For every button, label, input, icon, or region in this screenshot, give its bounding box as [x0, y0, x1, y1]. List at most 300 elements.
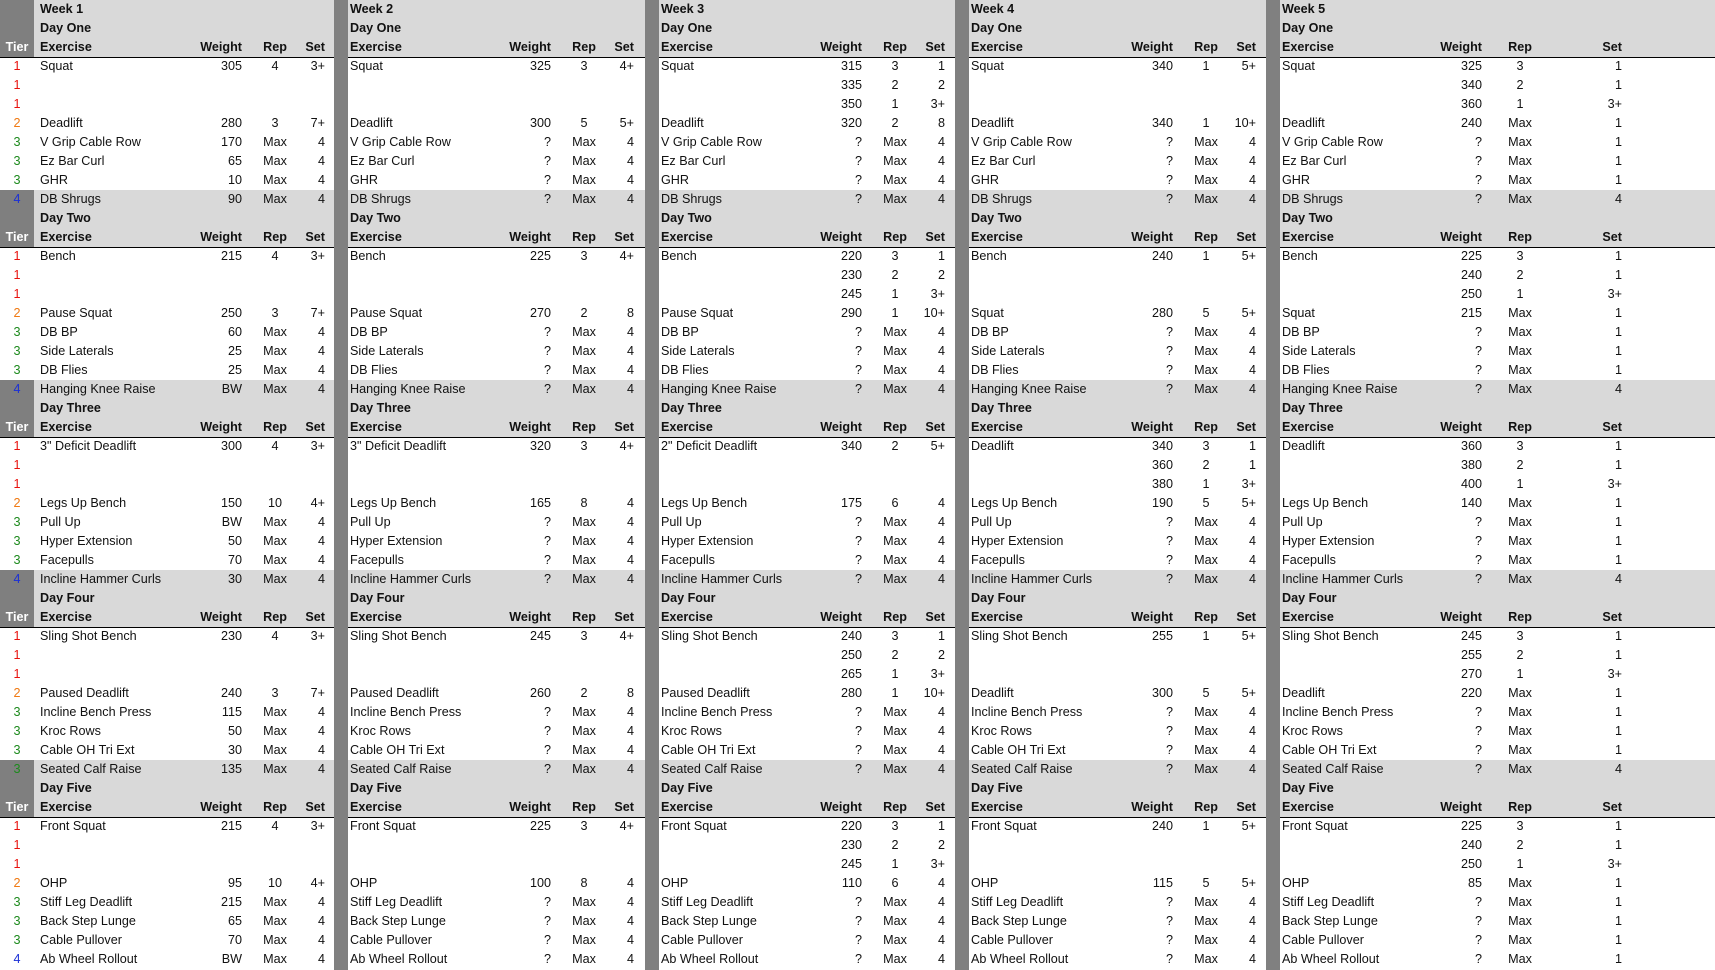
week-separator: [645, 0, 659, 970]
weight-value: 280: [1151, 306, 1173, 320]
exercise-name: GHR: [661, 173, 689, 187]
exercise-name: Side Laterals: [971, 344, 1045, 358]
exercise-name: DB BP: [350, 325, 388, 339]
exercise-name: Incline Bench Press: [40, 705, 152, 719]
weight-value: 255: [1460, 648, 1482, 662]
set-value: 4: [317, 154, 325, 168]
set-value: [291, 266, 325, 285]
set-header: Set: [614, 420, 634, 434]
set-value: 1: [1614, 838, 1622, 852]
tier-number: 2: [13, 306, 21, 320]
set-header: Set: [925, 40, 945, 54]
weight-value: 220: [840, 819, 862, 833]
rep-value: Max: [1194, 952, 1218, 966]
rep-value: Max: [1508, 135, 1532, 149]
exercise-name: Cable Pullover: [350, 933, 432, 947]
set-value: 4: [317, 705, 325, 719]
weight-value: BW: [221, 382, 242, 396]
tier-number: 3: [13, 173, 21, 187]
exercise-name: Back Step Lunge: [1282, 914, 1378, 928]
day-title: Day Five: [971, 781, 1023, 795]
exercise-header: Exercise: [661, 610, 713, 624]
exercise-name: Incline Hammer Curls: [350, 572, 472, 586]
weight-value: ?: [1165, 762, 1173, 776]
weight-value: 30: [227, 743, 242, 757]
tier-number: 3: [13, 325, 21, 339]
set-value: 4: [317, 933, 325, 947]
rep-value: Max: [572, 762, 596, 776]
day-title: Day Five: [40, 781, 92, 795]
rep-value: Max: [263, 895, 287, 909]
set-value: [291, 836, 325, 855]
weight-value: [802, 475, 862, 494]
weight-header: Weight: [200, 800, 242, 814]
weight-value: ?: [1165, 705, 1173, 719]
tier-number: 1: [13, 97, 21, 111]
set-value: 4: [1614, 192, 1622, 206]
weight-value: ?: [543, 952, 551, 966]
weight-value: ?: [854, 534, 862, 548]
rep-value: 1: [891, 857, 899, 871]
rep-value: Max: [1508, 515, 1532, 529]
weight-value: [182, 836, 242, 855]
weight-value: 190: [1151, 496, 1173, 510]
rep-value: Max: [572, 933, 596, 947]
exercise-name: OHP: [40, 876, 68, 890]
exercise-name: Side Laterals: [661, 344, 735, 358]
tier-number: 3: [13, 135, 21, 149]
weight-value: 220: [840, 249, 862, 263]
weight-value: ?: [543, 325, 551, 339]
rep-value: Max: [572, 135, 596, 149]
weight-value: ?: [1165, 914, 1173, 928]
tier-number: 4: [13, 952, 21, 966]
set-value: 4: [626, 553, 634, 567]
set-value: 4: [937, 724, 945, 738]
rep-value: Max: [572, 344, 596, 358]
set-value: 4: [1248, 895, 1256, 909]
exercise-name: Deadlift: [971, 116, 1014, 130]
rep-value: Max: [263, 914, 287, 928]
exercise-name: DB BP: [971, 325, 1009, 339]
weight-value: ?: [1474, 344, 1482, 358]
set-value: 2: [937, 648, 945, 662]
tier-number: 3: [13, 344, 21, 358]
exercise-name: Deadlift: [971, 686, 1014, 700]
rep-value: 8: [580, 496, 588, 510]
weight-value: ?: [543, 154, 551, 168]
exercise-name: Seated Calf Raise: [971, 762, 1073, 776]
exercise-name: Stiff Leg Deadlift: [1282, 895, 1375, 909]
set-value: 7+: [310, 306, 325, 320]
exercise-name: Hanging Knee Raise: [350, 382, 466, 396]
weight-value: 165: [529, 496, 551, 510]
exercise-name: Cable Pullover: [40, 933, 122, 947]
weight-value: ?: [854, 724, 862, 738]
weight-header: Weight: [509, 610, 551, 624]
set-value: 4: [1248, 724, 1256, 738]
set-value: 4: [626, 173, 634, 187]
set-value: 5+: [1241, 686, 1256, 700]
rep-value: Max: [572, 914, 596, 928]
rep-value: Max: [883, 363, 907, 377]
weight-value: 380: [1460, 458, 1482, 472]
exercise-name: Stiff Leg Deadlift: [350, 895, 443, 909]
rep-value: Max: [263, 724, 287, 738]
weight-value: 150: [220, 496, 242, 510]
rep-value: 2: [891, 838, 899, 852]
weight-value: 240: [1460, 268, 1482, 282]
exercise-name: Kroc Rows: [971, 724, 1032, 738]
day-title: Day Two: [971, 211, 1022, 225]
exercise-name: Sling Shot Bench: [1282, 629, 1379, 643]
rep-value: Max: [883, 933, 907, 947]
tier-number: 3: [13, 154, 21, 168]
exercise-name: Back Step Lunge: [350, 914, 446, 928]
weight-header: Weight: [1440, 800, 1482, 814]
weight-value: 280: [220, 116, 242, 130]
weight-value: 250: [840, 648, 862, 662]
weight-value: 110: [841, 876, 862, 890]
set-value: 3+: [1241, 477, 1256, 491]
set-header: Set: [1236, 610, 1256, 624]
weight-value: [491, 285, 551, 304]
tier-number: 1: [13, 59, 21, 73]
rep-value: Max: [263, 154, 287, 168]
set-value: 1: [1614, 154, 1622, 168]
tier-number: 1: [13, 819, 21, 833]
weight-value: ?: [1165, 933, 1173, 947]
rep-value: 6: [891, 876, 899, 890]
exercise-name: Facepulls: [1282, 553, 1336, 567]
set-value: 3+: [310, 249, 325, 263]
set-value: 4: [626, 876, 634, 890]
weight-value: 215: [220, 819, 242, 833]
set-value: 3+: [310, 819, 325, 833]
weight-value: ?: [1474, 933, 1482, 947]
rep-value: 3: [1516, 629, 1524, 643]
tier-number: 1: [13, 857, 21, 871]
exercise-name: DB Shrugs: [971, 192, 1032, 206]
set-value: 4: [1248, 344, 1256, 358]
exercise-header: Exercise: [350, 420, 402, 434]
exercise-name: Hanging Knee Raise: [971, 382, 1087, 396]
set-header: Set: [305, 230, 325, 244]
weight-value: 300: [1151, 686, 1173, 700]
rep-header: Rep: [1508, 40, 1532, 54]
weight-value: ?: [1165, 534, 1173, 548]
set-value: 4: [626, 933, 634, 947]
weight-value: 225: [529, 819, 551, 833]
tier-number: 1: [13, 249, 21, 263]
set-value: 4: [937, 496, 945, 510]
set-value: 1: [1614, 686, 1622, 700]
exercise-name: Squat: [350, 59, 383, 73]
rep-value: Max: [1508, 173, 1532, 187]
exercise-name: Ez Bar Curl: [1282, 154, 1347, 168]
set-value: 1: [1614, 496, 1622, 510]
exercise-name: Ab Wheel Rollout: [40, 952, 138, 966]
rep-value: Max: [883, 914, 907, 928]
exercise-name: Sling Shot Bench: [40, 629, 137, 643]
exercise-header: Exercise: [350, 610, 402, 624]
weight-value: 360: [1460, 439, 1482, 453]
set-value: 2: [937, 78, 945, 92]
set-value: 5+: [930, 439, 945, 453]
rep-value: Max: [883, 382, 907, 396]
weight-value: 240: [1460, 838, 1482, 852]
weight-value: 225: [1460, 819, 1482, 833]
exercise-name: Bench: [40, 249, 76, 263]
set-value: 4: [317, 553, 325, 567]
rep-value: Max: [572, 895, 596, 909]
exercise-name: Legs Up Bench: [661, 496, 748, 510]
rep-value: Max: [1508, 952, 1532, 966]
exercise-header: Exercise: [971, 420, 1023, 434]
set-value: [1222, 266, 1256, 285]
rep-value: Max: [1508, 724, 1532, 738]
exercise-name: Side Laterals: [40, 344, 114, 358]
weight-value: 240: [220, 686, 242, 700]
tier-number: 1: [13, 477, 21, 491]
set-value: 5+: [619, 116, 634, 130]
set-value: 4: [1248, 173, 1256, 187]
weight-value: [1113, 266, 1173, 285]
set-value: 4: [1248, 933, 1256, 947]
rep-value: 2: [1516, 648, 1524, 662]
tier-number: 2: [13, 686, 21, 700]
day-title: Day Two: [1282, 211, 1333, 225]
exercise-name: Front Squat: [1282, 819, 1348, 833]
set-header: Set: [305, 40, 325, 54]
weight-value: 400: [1460, 477, 1482, 491]
set-value: [600, 475, 634, 494]
set-value: 4+: [619, 819, 634, 833]
set-value: 1: [1614, 952, 1622, 966]
day-title: Day Four: [1282, 591, 1337, 605]
weight-value: 250: [1460, 857, 1482, 871]
rep-value: 1: [1202, 59, 1210, 73]
weight-value: ?: [1165, 553, 1173, 567]
weight-value: 325: [1460, 59, 1482, 73]
exercise-name: Deadlift: [661, 116, 704, 130]
rep-value: 4: [271, 249, 279, 263]
weight-value: ?: [1165, 154, 1173, 168]
weight-value: ?: [1165, 515, 1173, 529]
weight-value: [182, 646, 242, 665]
rep-value: Max: [1508, 743, 1532, 757]
rep-value: 2: [580, 306, 588, 320]
rep-value: Max: [1194, 705, 1218, 719]
exercise-name: OHP: [350, 876, 378, 890]
set-value: 4: [937, 914, 945, 928]
set-value: 4: [317, 135, 325, 149]
exercise-header: Exercise: [661, 420, 713, 434]
weight-value: ?: [543, 553, 551, 567]
set-value: 1: [1614, 116, 1622, 130]
set-value: 7+: [310, 116, 325, 130]
weight-header: Weight: [200, 610, 242, 624]
set-value: 1: [1614, 268, 1622, 282]
weight-value: [1113, 855, 1173, 874]
set-value: 4: [626, 705, 634, 719]
rep-value: Max: [883, 344, 907, 358]
set-value: 4: [317, 895, 325, 909]
exercise-name: Deadlift: [350, 116, 393, 130]
weight-header: Weight: [200, 420, 242, 434]
exercise-name: Incline Hammer Curls: [1282, 572, 1404, 586]
exercise-name: Kroc Rows: [350, 724, 411, 738]
set-value: 1: [937, 629, 945, 643]
set-value: 1: [1614, 173, 1622, 187]
set-value: 3+: [1607, 287, 1622, 301]
weight-value: [802, 456, 862, 475]
rep-header: Rep: [1194, 230, 1218, 244]
weight-value: ?: [1165, 572, 1173, 586]
weight-value: 360: [1151, 458, 1173, 472]
weight-value: [1113, 76, 1173, 95]
weight-header: Weight: [1131, 610, 1173, 624]
weight-value: ?: [854, 895, 862, 909]
day-title: Day Three: [661, 401, 722, 415]
rep-value: Max: [1194, 933, 1218, 947]
tier-header: Tier: [5, 420, 29, 434]
exercise-name: Facepulls: [971, 553, 1025, 567]
rep-value: 1: [891, 686, 899, 700]
rep-value: Max: [1194, 762, 1218, 776]
rep-header: Rep: [1194, 610, 1218, 624]
weight-value: ?: [854, 515, 862, 529]
rep-value: Max: [1194, 325, 1218, 339]
set-value: 4: [937, 895, 945, 909]
rep-value: Max: [263, 762, 287, 776]
weight-value: 115: [1152, 876, 1173, 890]
rep-header: Rep: [1508, 420, 1532, 434]
rep-value: Max: [1194, 895, 1218, 909]
tier-number: 4: [13, 382, 21, 396]
exercise-name: Incline Hammer Curls: [661, 572, 783, 586]
day-title: Day Two: [40, 211, 91, 225]
week-title: Week 5: [1282, 2, 1326, 16]
weight-value: ?: [1474, 325, 1482, 339]
set-value: 4: [626, 534, 634, 548]
weight-value: ?: [543, 173, 551, 187]
rep-header: Rep: [883, 610, 907, 624]
set-value: 1: [1614, 914, 1622, 928]
weight-value: ?: [1474, 363, 1482, 377]
exercise-name: Seated Calf Raise: [40, 762, 142, 776]
exercise-name: GHR: [1282, 173, 1310, 187]
set-value: 8: [626, 306, 634, 320]
set-value: 4: [626, 515, 634, 529]
weight-header: Weight: [200, 40, 242, 54]
exercise-name: Deadlift: [971, 439, 1014, 453]
set-value: 1: [1614, 306, 1622, 320]
exercise-header: Exercise: [40, 610, 92, 624]
exercise-name: Legs Up Bench: [350, 496, 437, 510]
set-value: 1: [1614, 325, 1622, 339]
exercise-name: Incline Bench Press: [350, 705, 462, 719]
set-value: 4: [317, 914, 325, 928]
exercise-header: Exercise: [661, 800, 713, 814]
set-value: 4: [626, 154, 634, 168]
rep-value: 3: [891, 819, 899, 833]
weight-value: [182, 285, 242, 304]
exercise-name: Stiff Leg Deadlift: [40, 895, 133, 909]
rep-value: Max: [1194, 382, 1218, 396]
set-value: 3+: [310, 629, 325, 643]
weight-value: ?: [854, 173, 862, 187]
set-value: 4: [317, 572, 325, 586]
rep-value: 10: [267, 496, 282, 510]
rep-value: 3: [891, 249, 899, 263]
set-value: 4: [937, 572, 945, 586]
exercise-header: Exercise: [40, 40, 92, 54]
exercise-name: Back Step Lunge: [971, 914, 1067, 928]
tier-number: 3: [13, 914, 21, 928]
day-title: Day One: [40, 21, 92, 35]
rep-value: Max: [883, 192, 907, 206]
day-title: Day One: [350, 21, 402, 35]
set-value: 4: [937, 876, 945, 890]
weight-header: Weight: [820, 610, 862, 624]
day-title: Day One: [971, 21, 1023, 35]
week-separator: [334, 0, 348, 970]
set-value: 4: [937, 762, 945, 776]
weight-value: ?: [1474, 895, 1482, 909]
set-value: 4: [626, 724, 634, 738]
weight-value: ?: [1165, 724, 1173, 738]
exercise-name: Hyper Extension: [971, 534, 1064, 548]
rep-value: 3: [580, 249, 588, 263]
rep-value: 2: [891, 648, 899, 662]
set-value: 4: [317, 724, 325, 738]
weight-value: 290: [840, 306, 862, 320]
set-header: Set: [305, 420, 325, 434]
tier-number: 3: [13, 553, 21, 567]
exercise-name: Hyper Extension: [661, 534, 754, 548]
set-value: 4: [1248, 952, 1256, 966]
weight-value: 70: [227, 553, 242, 567]
rep-value: Max: [1194, 135, 1218, 149]
weight-value: 215: [220, 249, 242, 263]
tier-number: 3: [13, 743, 21, 757]
weight-value: 225: [529, 249, 551, 263]
set-value: 1: [1614, 895, 1622, 909]
exercise-name: Pause Squat: [350, 306, 423, 320]
set-value: 5+: [1241, 306, 1256, 320]
rep-value: Max: [1508, 306, 1532, 320]
weight-value: ?: [1165, 135, 1173, 149]
weight-value: ?: [1165, 952, 1173, 966]
exercise-name: Ab Wheel Rollout: [1282, 952, 1380, 966]
weight-value: ?: [1474, 743, 1482, 757]
weight-value: ?: [543, 762, 551, 776]
weight-header: Weight: [200, 230, 242, 244]
exercise-name: DB Shrugs: [661, 192, 722, 206]
exercise-name: Paused Deadlift: [40, 686, 129, 700]
tier-number: 3: [13, 515, 21, 529]
rep-value: Max: [1194, 743, 1218, 757]
exercise-name: Ez Bar Curl: [661, 154, 726, 168]
tier-number: 3: [13, 933, 21, 947]
set-value: 8: [626, 686, 634, 700]
exercise-name: 3" Deficit Deadlift: [350, 439, 447, 453]
rep-value: 4: [271, 59, 279, 73]
exercise-name: Pull Up: [971, 515, 1012, 529]
weight-value: [182, 95, 242, 114]
tier-number: 1: [13, 667, 21, 681]
